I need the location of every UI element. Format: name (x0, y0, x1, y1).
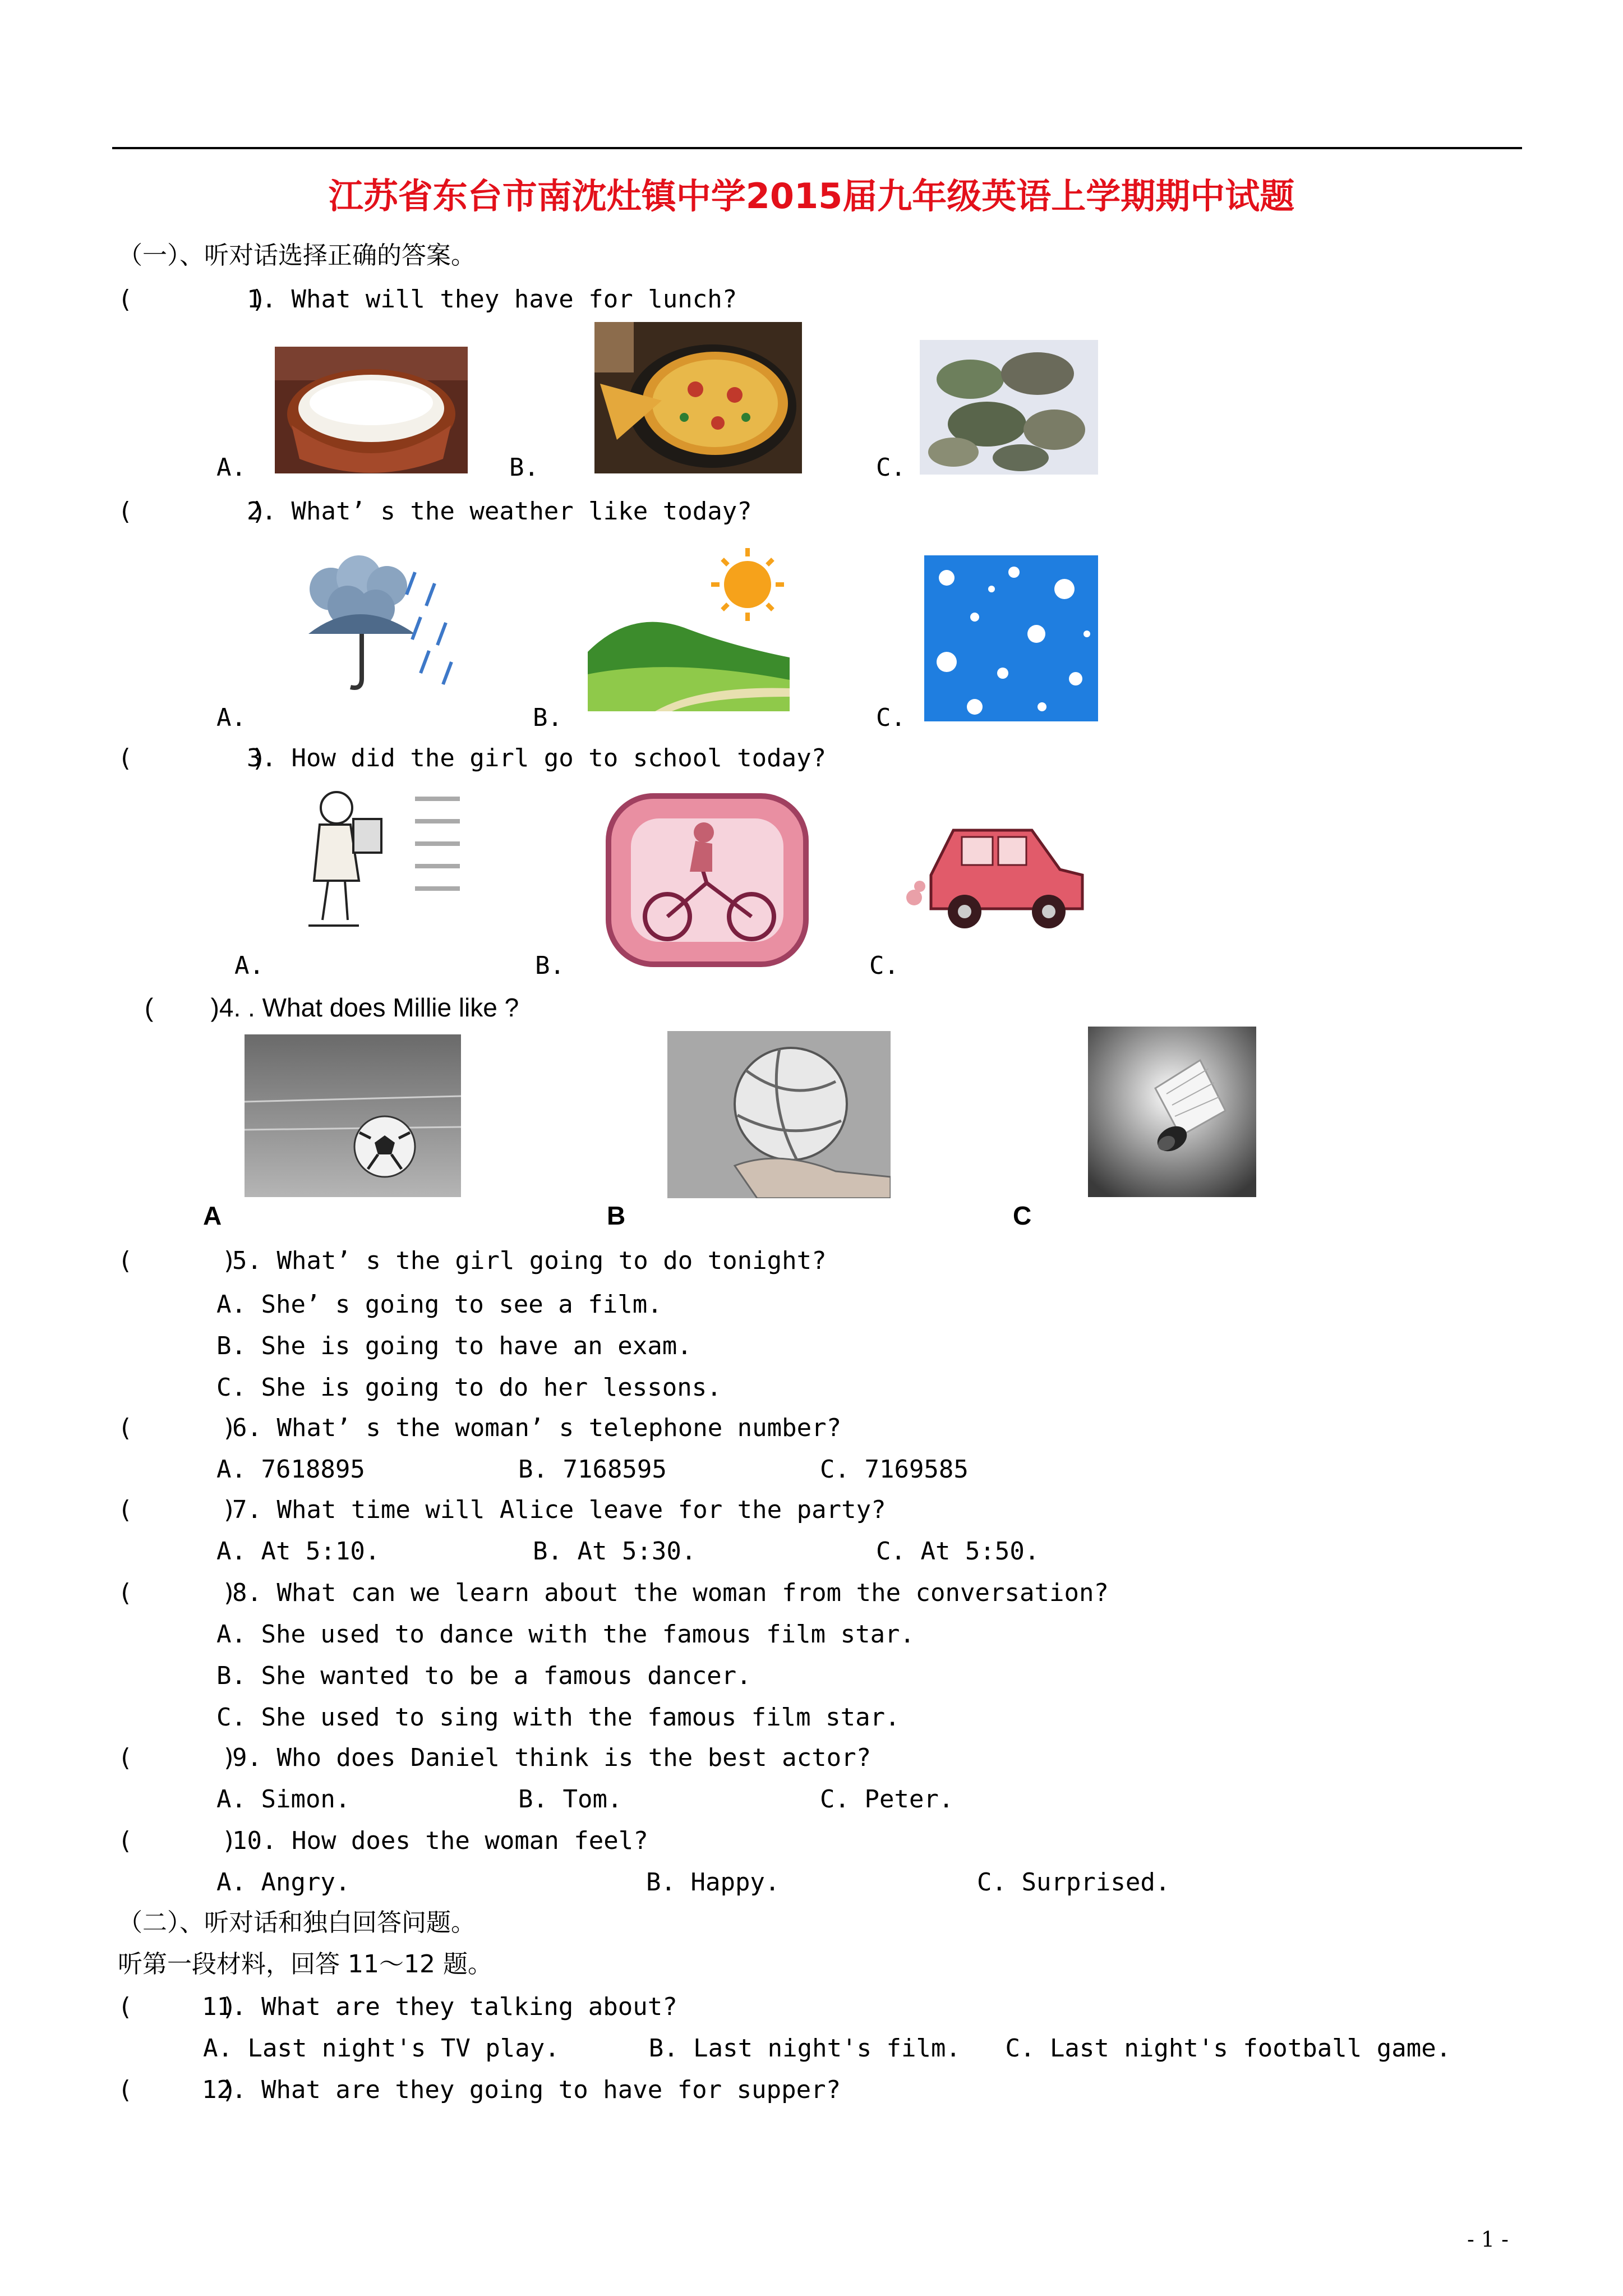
q5-option-b: B. She is going to have an exam. (216, 1332, 692, 1360)
q1-option-a: A. (216, 453, 246, 482)
q3-option-b: B. (535, 951, 565, 980)
q4-option-b: B (607, 1201, 626, 1230)
q6-option-c: C. 7169585 (820, 1455, 969, 1484)
q8-option-a: A. She used to dance with the famous film star. (216, 1620, 915, 1649)
page-number: - 1 - (1467, 2227, 1509, 2252)
q3-option-c: C. (869, 951, 899, 980)
header-rule (112, 147, 1522, 149)
section1-heading: （一）、听对话选择正确的答案。 (118, 241, 476, 270)
q5-option-a: A. She’ s going to see a film. (216, 1290, 662, 1319)
q2-text: 2. What’ s the weather like today? (247, 497, 752, 526)
q9-text: 9. Who does Daniel think is the best actor? (232, 1743, 872, 1772)
q11-text: 11. What are they talking about? (202, 1993, 677, 2021)
q7-option-c: C. At 5:50. (876, 1537, 1040, 1566)
q4-option-a: A (203, 1201, 222, 1230)
q3-option-a: A. (234, 951, 264, 980)
q2-option-b: B. (533, 703, 562, 732)
q11-options: A. Last night's TV play. B. Last night's film. C. Last night's football game. (203, 2034, 1451, 2063)
q9-bracket: ( ) (118, 1743, 237, 1772)
girl-cycling-icon (600, 788, 814, 973)
q8-option-c: C. She used to sing with the famous film star. (216, 1703, 900, 1732)
q9-option-c: C. Peter. (820, 1785, 954, 1814)
q3-bracket: ( ) (118, 744, 266, 772)
q1-bracket: ( ) (118, 285, 266, 314)
q8-option-b: B. She wanted to be a famous dancer. (216, 1662, 751, 1690)
q12-text: 12. What are they going to have for supper? (202, 2076, 841, 2104)
girl-walking-icon (286, 785, 471, 942)
snowflakes-icon (924, 555, 1098, 721)
q7-text: 7. What time will Alice leave for the party? (232, 1496, 886, 1524)
q10-option-a: A. Angry. (216, 1868, 351, 1897)
q9-option-a: A. Simon. (216, 1785, 351, 1814)
q9-option-b: B. Tom. (518, 1785, 623, 1814)
q10-text: 10. How does the woman feel? (232, 1826, 648, 1855)
q4-text: ( )4. . What does Millie like ? (145, 993, 519, 1022)
shuttlecock-icon (1088, 1027, 1256, 1197)
rainy-cloud-umbrella-icon (286, 550, 463, 699)
q2-option-a: A. (216, 703, 246, 732)
q3-text: 3. How did the girl go to school today? (247, 744, 827, 772)
volleyball-icon (667, 1031, 891, 1198)
section2-subheading: 听第一段材料，回答 11～12 题。 (118, 1950, 492, 1978)
q11-bracket: ( ) (118, 1993, 237, 2021)
family-car-icon (903, 802, 1094, 942)
q2-option-c: C. (876, 703, 906, 732)
sunny-hill-icon (588, 545, 790, 711)
q6-option-b: B. 7168595 (518, 1455, 667, 1484)
q1-option-c: C. (876, 453, 906, 482)
q5-bracket: ( ) (118, 1246, 237, 1275)
q12-bracket: ( ) (118, 2076, 237, 2104)
dumplings-icon (920, 340, 1098, 475)
pizza-icon (594, 322, 802, 473)
rice-bowl-icon (275, 347, 468, 473)
q6-text: 6. What’ s the woman’ s telephone number? (232, 1414, 842, 1442)
q8-text: 8. What can we learn about the woman from the conversation? (232, 1579, 1109, 1607)
q4-option-c: C (1013, 1201, 1032, 1230)
q5-option-c: C. She is going to do her lessons. (216, 1373, 722, 1402)
q7-option-b: B. At 5:30. (533, 1537, 697, 1566)
q10-bracket: ( ) (118, 1826, 237, 1855)
soccer-ball-icon (245, 1034, 461, 1197)
page-title: 江苏省东台市南沈灶镇中学2015届九年级英语上学期期中试题 (328, 176, 1295, 217)
q6-option-a: A. 7618895 (216, 1455, 365, 1484)
q7-option-a: A. At 5:10. (216, 1537, 380, 1566)
q1-option-b: B. (509, 453, 539, 482)
q5-text: 5. What’ s the girl going to do tonight? (232, 1246, 827, 1275)
q10-option-b: B. Happy. (646, 1868, 780, 1897)
q6-bracket: ( ) (118, 1414, 237, 1442)
q7-bracket: ( ) (118, 1496, 237, 1524)
q8-bracket: ( ) (118, 1579, 237, 1607)
q1-text: 1. What will they have for lunch? (247, 285, 737, 314)
q2-bracket: ( ) (118, 497, 266, 526)
q10-option-c: C. Surprised. (977, 1868, 1170, 1897)
section2-heading: （二）、听对话和独白回答问题。 (118, 1908, 476, 1937)
